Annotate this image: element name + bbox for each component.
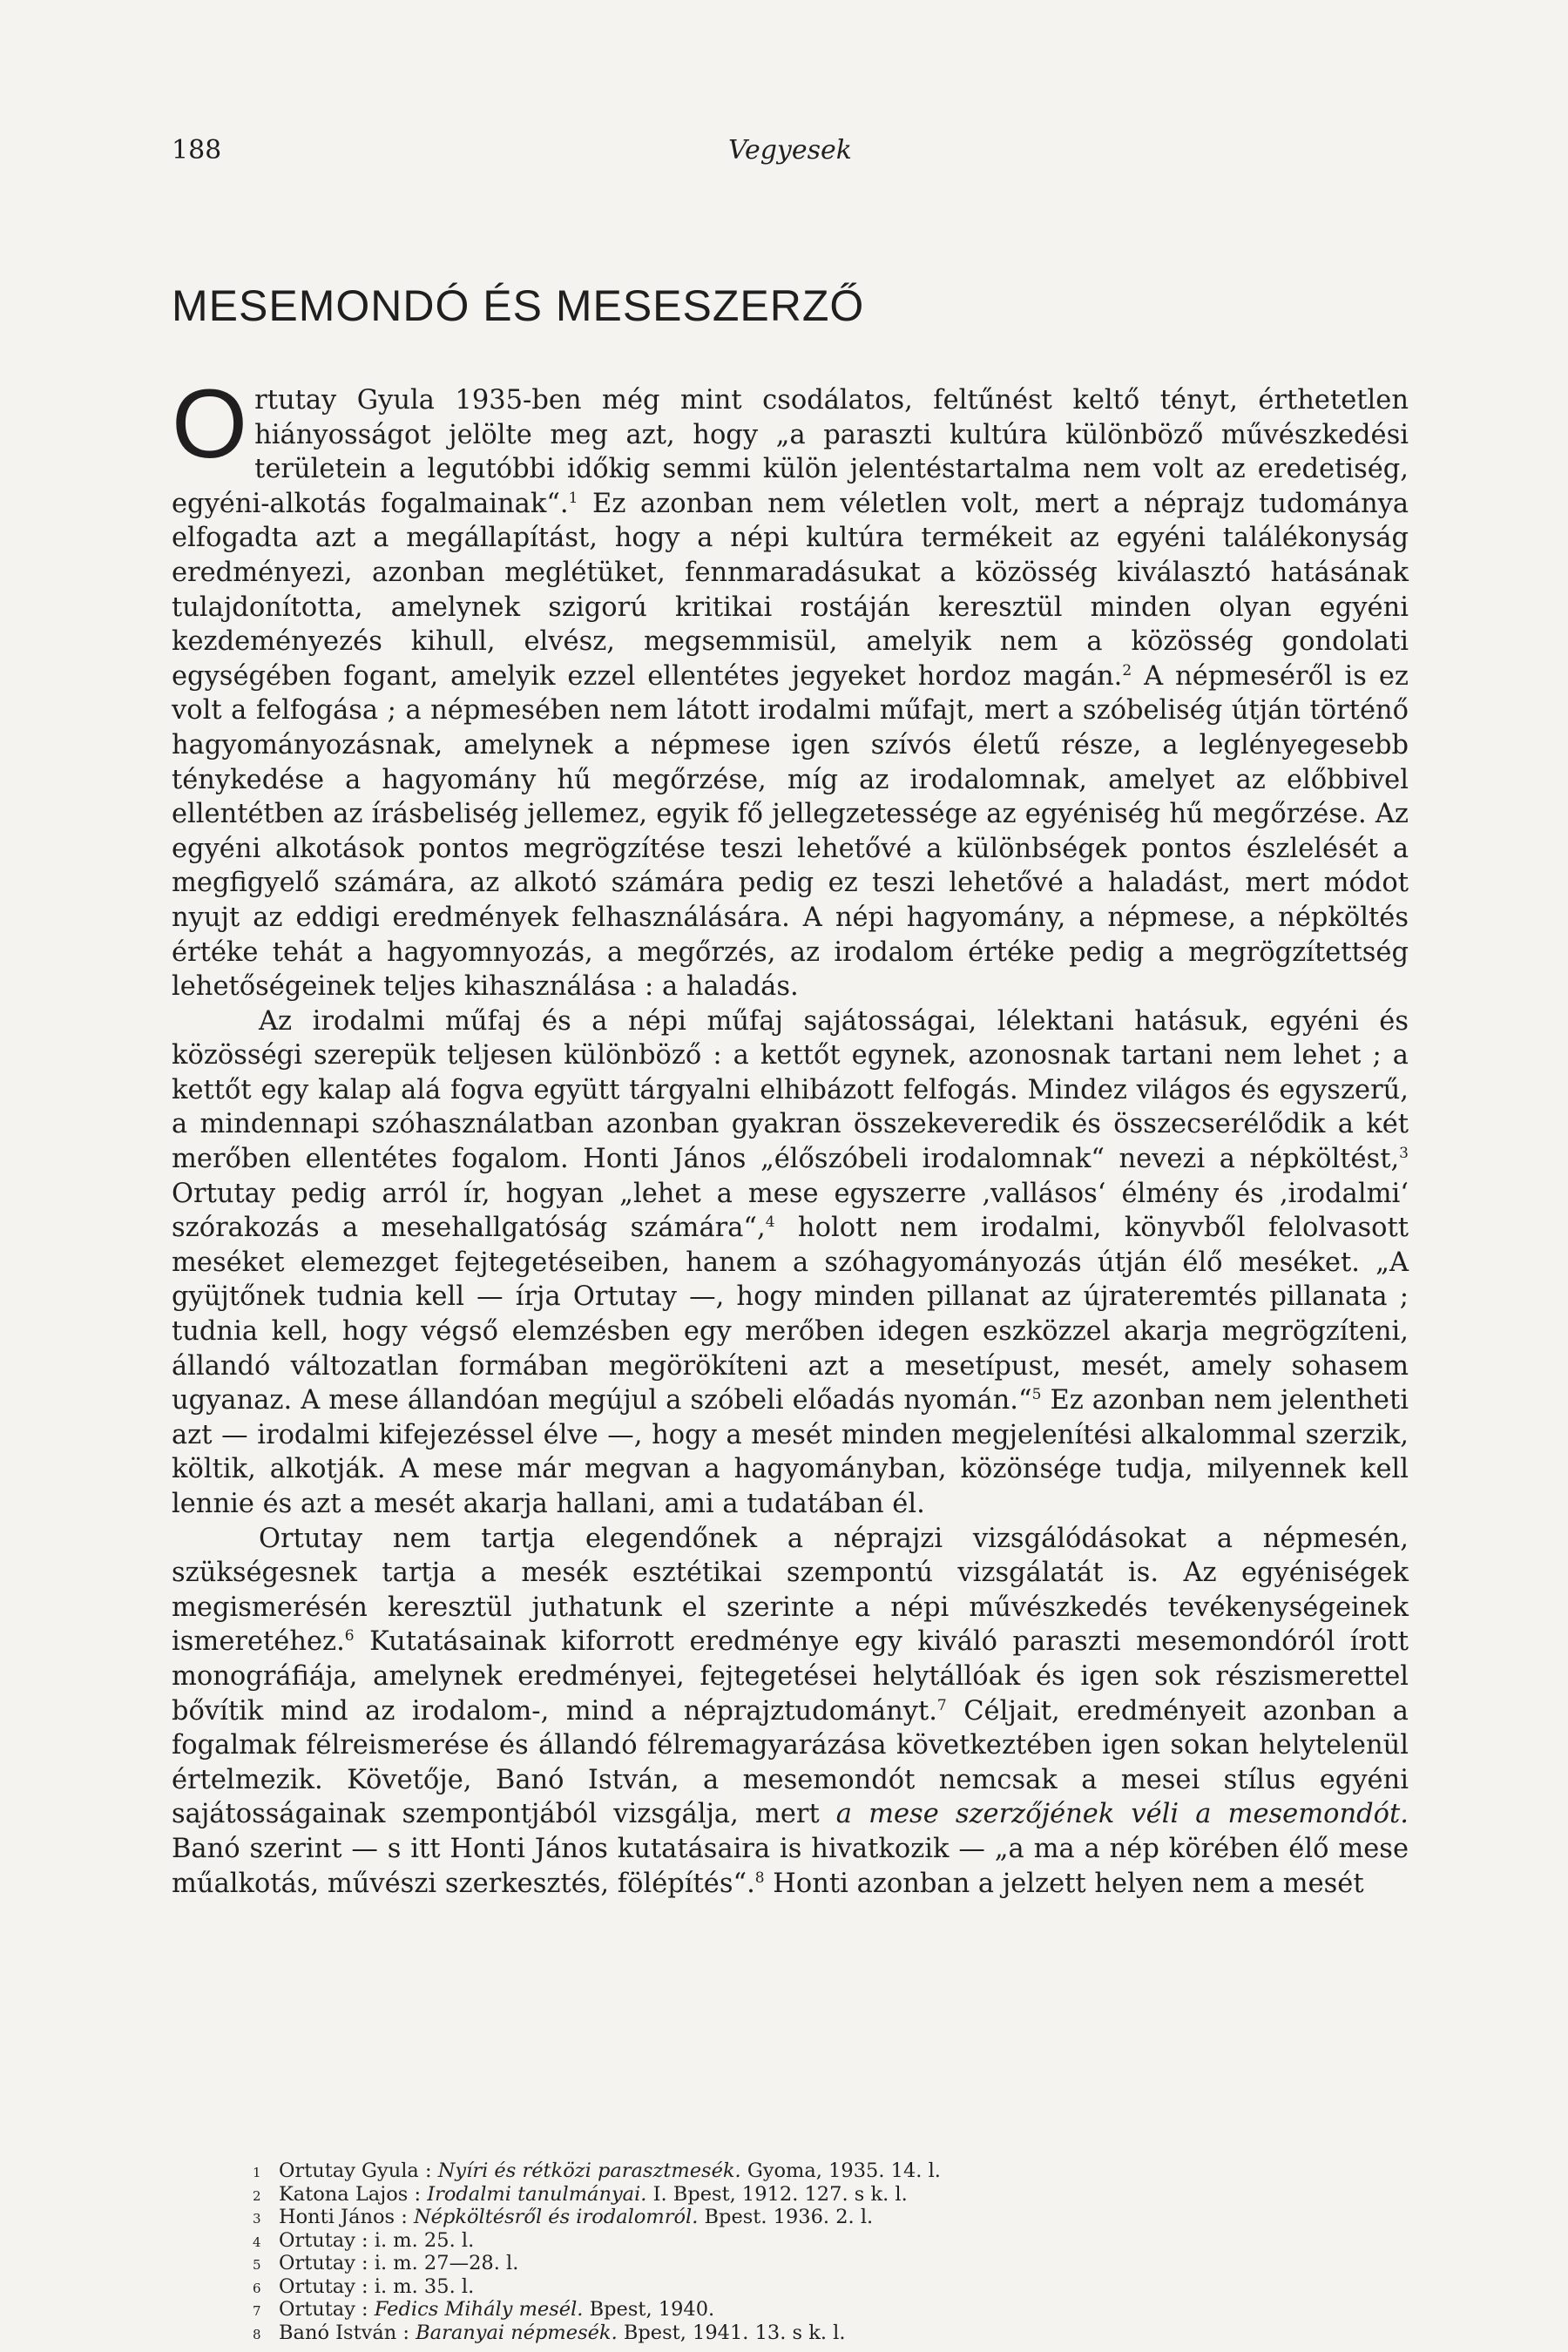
footnote (253, 2276, 1385, 2300)
footnote-ref: 4 (765, 1213, 775, 1232)
footnote-ref: 2 (1122, 661, 1132, 679)
footnote-ref: 6 (344, 1627, 355, 1646)
footnote-ref: 7 (936, 1696, 947, 1714)
text-run: Kutatásainak kiforrott eredménye egy kiváló paraszti mesemondóról írott monográfiája, amelynek eredményei, fejtegetései helytállóak és igen sok részismerettel bővítik mind az irodalom-, mind a néprajztudományt. (172, 1626, 1409, 1727)
footnote-author: Banó István : (279, 2321, 416, 2344)
footnote-number: 5 (253, 2257, 261, 2273)
footnote (253, 2253, 1385, 2276)
footnote-details: i. m. 35. l. (374, 2274, 475, 2298)
text-run: Céljait, eredményeit azonban a fogalmak félreismerése és állandó félremagyarázása következtében igen sokan helytelenül értelmezik. Követője, Banó István, a mesemondót nemcsak a mesei stílus egyéni sajátosságainak szempontjából vizsgálja, mert (172, 1695, 1409, 1830)
footnote-number: 8 (253, 2326, 261, 2342)
footnote-details: Bpest, 1941. 13. s k. l. (617, 2321, 846, 2344)
footnote (253, 2184, 1385, 2207)
footnote-title: Nyíri és rétközi parasztmesék. (437, 2159, 741, 2182)
footnote-title: Baranyai népmesék. (416, 2321, 618, 2344)
text-run: Ortutay pedig arról ír, hogyan „lehet a mese egyszerre ‚vallásos‘ élmény és ‚irodalmi‘ szórakozás a mesehallgatóság számára“, (172, 1178, 1409, 1244)
footnote-number: 7 (253, 2303, 261, 2319)
footnote-ref: 5 (1031, 1386, 1042, 1404)
footnote-author: Ortutay : (279, 2298, 375, 2321)
footnote-number: 1 (253, 2165, 261, 2180)
text-run: Honti azonban a jelzett helyen nem a mesét (764, 1868, 1364, 1899)
text-run: rtutay Gyula 1935-ben még mint csodálatos, feltűnést keltő tényt, érthetetlen hiányosságot jelölte meg azt, hogy „a paraszti kultúra különböző művészkedési területein a legutóbbi időkig semmi külön jelentéstartalma nem volt az eredetiség, egyéni-alkotás fogalmainak“. (172, 385, 1409, 519)
footnote-details: Gyoma, 1935. 14. l. (740, 2159, 941, 2182)
footnote-number: 3 (253, 2211, 261, 2227)
article-title: MESEMONDÓ ÉS MESESZERZŐ (172, 281, 865, 330)
footnote-number: 4 (253, 2234, 261, 2250)
footnote-author: Ortutay Gyula : (279, 2159, 438, 2182)
text-run: Ortutay nem tartja elegendőnek a néprajzi vizsgálódásokat a népmesén, szükségesnek tartja a mesék esztétikai szempontú vizsgálatát is. Az egyéniségek megismerésén keresztül juthatunk el szerinte a népi művészkedés tevékenységeinek ismeretéhez. (172, 1523, 1409, 1658)
footnote-author: Ortutay : (279, 2274, 375, 2298)
footnote-ref: 8 (754, 1869, 765, 1887)
footnote (253, 2160, 1385, 2184)
footnote-author: Honti János : (279, 2206, 414, 2228)
footnote-number: 6 (253, 2280, 261, 2296)
footnote (253, 2230, 1385, 2254)
running-title: Vegyesek (728, 135, 852, 166)
footnote-details: i. m. 25. l. (374, 2228, 475, 2252)
footnote-title: Népköltésről és irodalomról. (413, 2206, 699, 2228)
text-run: Banó szerint — s itt Honti János kutatásaira is hivatkozik — „a ma a nép körében élő mese műalkotás, művészi szerkesztés, fölépítés“. (172, 1833, 1409, 1899)
footnote-title: Fedics Mihály mesél. (374, 2298, 584, 2321)
footnote (253, 2207, 1385, 2230)
footnote-details: Bpest. 1936. 2. l. (698, 2206, 874, 2228)
text-run: A népmeséről is ez volt a felfogása ; a népmesében nem látott irodalmi műfajt, mert a szóbeliség útján történő hagyományozásnak, amelynek a népmese igen szívós életű része, a leglényegesebb ténykedése a hagyomány hű megőrzése, míg az irodalomnak, amelyet az előbbivel ellentétben az írásbeliség jellemez, egyik fő jellegzetessége az egyéniség hű megőrzése. Az egyéni alkotások pontos megrögzítése teszi lehetővé a különbségek pontos észlelését a megfigyelő számára, az alkotó számára pedig ez teszi lehetővé a haladást, mert módot nyujt az eddigi eredmények felhasználására. A népi hagyomány, a népmese, a népköltés értéke tehát a hagyomnyozás, a megőrzés, az irodalom értéke pedig a megrögzítettség lehetőségeinek teljes kihasználása : a haladás. (172, 660, 1409, 1003)
footnote-title: Irodalmi tanulmányai. (427, 2182, 647, 2206)
paragraph-1 (172, 369, 1409, 1004)
emphasis-text: a mese szerzőjének véli a mesemondót. (835, 1799, 1409, 1830)
article-body (172, 369, 1409, 1901)
footnote-ref: 3 (1399, 1144, 1409, 1162)
running-head (172, 135, 1409, 170)
footnotes (253, 2160, 1385, 2345)
footnote-author: Ortutay : (279, 2228, 375, 2252)
footnote-author: Ortutay : (279, 2252, 375, 2274)
text-run: Ez azonban nem véletlen volt, mert a néprajz tudománya elfogadta azt a megállapítást, hogy a népi kultúra termékeit az egyéni találékonyság eredményezi, azonban meglétüket, fennmaradásukat a közösség kiválasztó hatásának tulajdonította, amelynek szigorú kritikai rostáján keresztül minden olyan egyéni kezdeményezés kihull, elvész, megsemmisül, amelyik nem a közösség gondolati egységében fogant, amelyik ezzel ellentétes jegyeket hordoz magán. (172, 488, 1409, 692)
footnote (253, 2322, 1385, 2346)
footnote-details: I. Bpest, 1912. 127. s k. l. (646, 2182, 908, 2206)
drop-cap: O (172, 369, 248, 478)
footnote-details: Bpest, 1940. (583, 2298, 715, 2321)
page-number: 188 (172, 135, 222, 166)
footnote (253, 2299, 1385, 2322)
text-run: holott nem irodalmi, könyvből felolvasott meséket elemezget fejtegetéseiben, hanem a szóhagyományozás útján élő meséket. „A gyüjtőnek tudnia kell — írja Ortutay —, hogy minden pillanat az újrateremtés pillanata ; tudnia kell, hogy végső elemzésben egy merőben idegen eszközzel akarja megrögzíteni, állandó változatlan formában megörökíteni azt a mesetípust, mesét, amely sohasem ugyanaz. A mese állandóan megújul a szóbeli előadás nyomán.“ (172, 1213, 1409, 1416)
footnote-details: i. m. 27—28. l. (374, 2252, 519, 2274)
paragraph-3 (172, 1522, 1409, 1902)
text-run: Az irodalmi műfaj és a népi műfaj sajátosságai, lélektani hatásuk, egyéni és közösségi szerepük teljesen különböző : a kettőt egynek, azonosnak tartani nem lehet ; a kettőt egy kalap alá fogva együtt tárgyalni elhibázott felfogás. Mindez világos és egyszerű, a mindennapi szóhasználatban azonban gyakran összekeveredik és összecserélődik a két merőben ellentétes fogalom. Honti János „élőszóbeli irodalomnak“ nevezi a népköltést, (172, 1005, 1409, 1175)
footnote-ref: 1 (568, 489, 578, 507)
footnote-author: Katona Lajos : (279, 2182, 428, 2206)
footnote-number: 2 (253, 2187, 261, 2204)
paragraph-2 (172, 1004, 1409, 1522)
text-run: Ez azonban nem jelentheti azt — irodalmi kifejezéssel élve —, hogy a mesét minden megjelenítési alkalommal szerzik, költik, alkotják. A mese már megvan a hagyományban, közönsége tudja, milyennek kell lennie és azt a mesét akarja hallani, ami a tudatában él. (172, 1385, 1409, 1519)
